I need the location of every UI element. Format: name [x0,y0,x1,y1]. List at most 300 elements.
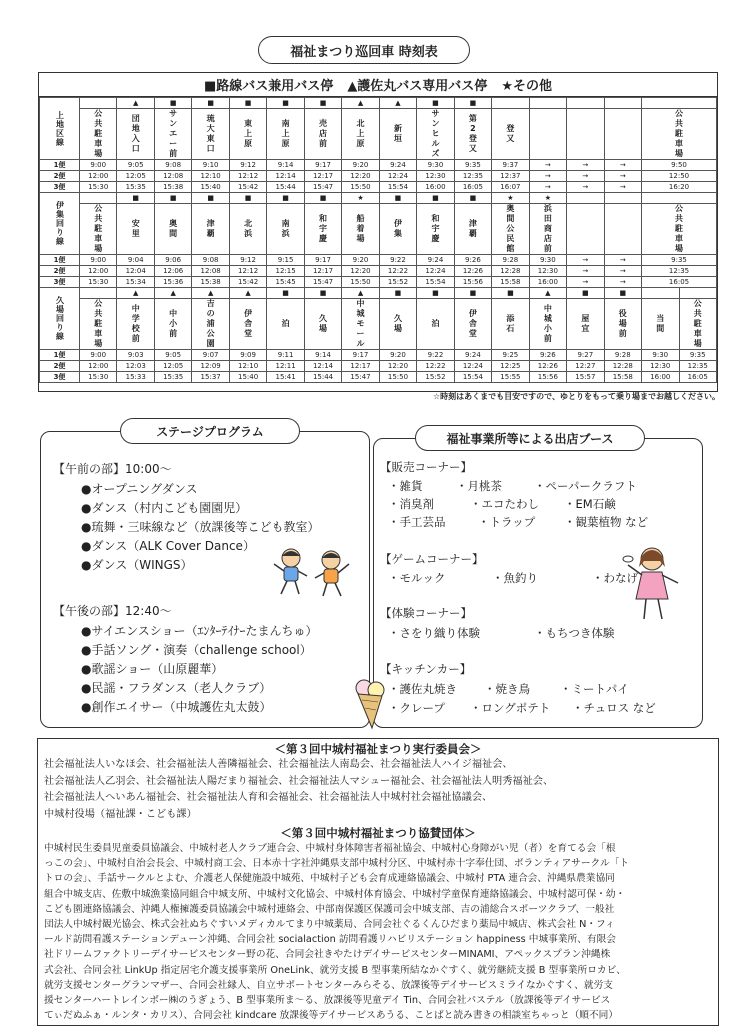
departure-time: 12:17 [304,266,341,277]
departure-time: 15:30 [80,372,117,383]
stop-marker [604,98,641,109]
departure-time: 12:22 [379,266,416,277]
afternoon-item: ●民謡・フラダンス（老人クラブ） [81,681,272,695]
departure-time: 12:10 [229,361,266,372]
experience-item: ・もちつき体験 [534,626,615,640]
sales-item: ・エコたわし [470,497,539,511]
timetable-title: 福祉まつり巡回車 時刻表 [258,36,470,64]
departure-time: 15:42 [229,182,266,193]
run-label: 2便 [40,171,80,182]
departure-time: 16:07 [492,182,529,193]
departure-time: → [567,182,604,193]
departure-time: 9:07 [192,350,229,361]
stop-name: 公 共 駐 車 場 [80,299,117,350]
stage-program-title: ステージプログラム [120,418,300,444]
departure-time: 15:30 [80,277,117,288]
departure-time: 12:03 [117,361,154,372]
departure-time: 15:47 [342,372,379,383]
stop-name: 伊 舎 堂 [454,299,491,350]
sales-item: ・手工芸品 [388,515,446,529]
stop-name: 浜 田 商 店 前 [529,204,566,255]
stop-name: 安 里 [117,204,154,255]
stop-name: 添 石 [492,299,529,350]
stop-marker: ■ [117,193,154,204]
departure-time: 12:37 [492,171,529,182]
stop-name: 第 2 登 又 [454,109,491,160]
departure-time: 9:24 [379,160,416,171]
support-line: 式会社、合同会社 LinkUp 指定居宅介護支援事業所 OneLink、就労支援 B 型事業所結なかぐすく、就労継続支援 B 型事業所ロカビ、 [44,964,626,976]
departure-time: 15:35 [154,372,191,383]
sales-item: ・トラップ [478,515,536,529]
departure-time: 9:08 [192,255,229,266]
stop-name: 和 宇 慶 [304,204,341,255]
departure-time: 16:00 [642,372,679,383]
support-line: 就労支援センターグランマザー、合同会社縁人、自立サポートセンターみらそる、放課後等デイサービスミライなかぐすく、就労支 [44,979,613,991]
departure-time: 15:58 [492,277,529,288]
stop-name: 団 地 入 口 [117,109,154,160]
game-item: ・わなげ [592,571,638,585]
stop-marker [80,98,117,109]
stop-name: 和 宇 慶 [417,204,454,255]
departure-time: → [604,266,641,277]
stop-marker: ■ [417,288,454,299]
exec-line: 社会福祉法人いなほ会、社会福祉法人善隣福祉会、社会福祉法人南島会、社会福祉法人ハイジ福祉会、 [44,759,513,770]
departure-time: 12:24 [454,361,491,372]
stop-name: 津 覇 [454,204,491,255]
departure-time: 9:28 [604,350,641,361]
morning-item: ●ダンス（ALK Cover Dance） [81,539,255,553]
stop-marker: ■ [454,193,491,204]
afternoon-item: ●手話ソング・演奏（challenge school） [81,643,312,657]
committee-section [37,738,719,1026]
departure-time: → [529,171,566,182]
departure-time: 15:44 [304,372,341,383]
departure-time: 9:30 [417,160,454,171]
stop-marker: ■ [154,193,191,204]
stop-marker [567,98,604,109]
afternoon-item: ●創作エイサー（中城護佐丸太鼓） [81,700,272,714]
departure-time: 9:25 [492,350,529,361]
departure-time: 9:00 [80,255,117,266]
kitchen-item: ・焼き鳥 [484,682,530,696]
run-label: 1便 [40,160,80,171]
kitchen-item: ・クレープ [388,701,445,715]
stop-name: 中 城 小 前 [529,299,566,350]
stop-marker: ■ [229,98,266,109]
departure-time: 9:14 [304,350,341,361]
departure-time: 9:50 [642,160,717,171]
stop-name [604,109,641,160]
stop-name: 奥 間 [154,204,191,255]
sales-item: ・ペーパークラフト [534,479,637,493]
legend-route-bus: ■路線バス兼用バス停 [204,79,334,94]
departure-time: 9:04 [117,255,154,266]
departure-time: 12:25 [492,361,529,372]
departure-time: 9:30 [642,350,679,361]
departure-time: 15:47 [304,182,341,193]
departure-time: 12:24 [417,266,454,277]
stop-marker [642,288,679,299]
departure-time: 12:12 [229,266,266,277]
stop-marker [642,193,717,204]
stop-name: 久 場 [304,299,341,350]
departure-time: 15:57 [567,372,604,383]
stop-name: 泊 [417,299,454,350]
departure-time: 12:15 [267,266,304,277]
departure-time: 12:08 [154,171,191,182]
booth-section [373,438,703,728]
departure-time: 9:24 [454,350,491,361]
departure-time: 9:11 [267,350,304,361]
departure-time: 9:35 [679,350,717,361]
departure-time: 15:35 [117,182,154,193]
departure-time: 12:22 [417,361,454,372]
support-line: 社ドリームファクトリーデイサービスセンター野の花、合同会社きやたけデイサービスセンターMINAMI、アペックスプラン沖縄株 [44,949,611,961]
stop-marker: ▲ [117,98,154,109]
departure-time: 12:11 [267,361,304,372]
stage-program [40,431,370,728]
run-label: 2便 [40,266,80,277]
departure-time: 12:30 [417,171,454,182]
stop-name: 久 場 [379,299,416,350]
stop-name: 伊 舎 堂 [229,299,266,350]
departure-time: 15:40 [192,182,229,193]
departure-time: 15:52 [417,372,454,383]
stop-marker: ■ [267,193,304,204]
stop-marker: ■ [379,288,416,299]
departure-time: 9:24 [417,255,454,266]
departure-time: 12:35 [454,171,491,182]
stop-name: 船 着 場 [342,204,379,255]
stop-name: 公 共 駐 車 場 [679,299,717,350]
departure-time: 9:27 [567,350,604,361]
departure-time: → [604,255,641,266]
departure-time: 12:00 [80,171,117,182]
stop-marker: ▲ [342,98,379,109]
stop-marker: ■ [304,193,341,204]
support-header: ＜第３回中城村福祉まつり協賛団体＞ [280,826,476,840]
departure-time: 15:30 [80,182,117,193]
stop-name: 中 小 前 [154,299,191,350]
departure-time: 12:26 [454,266,491,277]
departure-time: → [567,160,604,171]
morning-item: ●ダンス（村内こども園園児） [81,501,248,515]
stop-name: 中 城 モ ー ル [342,299,379,350]
departure-time: 16:05 [679,372,717,383]
stop-marker: ■ [417,193,454,204]
stop-name: 屋 宜 [567,299,604,350]
run-label: 3便 [40,277,80,288]
departure-time: 9:00 [80,160,117,171]
departure-time: 15:40 [229,372,266,383]
departure-time: 15:34 [117,277,154,288]
departure-time: 16:20 [642,182,717,193]
stop-name [529,109,566,160]
timetable-legend [39,73,717,97]
exec-committee-list [44,757,714,823]
departure-time: 9:12 [229,160,266,171]
sales-item: ・EM石鹸 [564,497,616,511]
departure-time: 15:33 [117,372,154,383]
timetable-note: ☆時刻はあくまでも目安ですので、ゆとりをもって乗り場までお越しください。 [432,392,720,401]
departure-time: → [567,255,604,266]
stop-name: 公 共 駐 車 場 [642,109,717,160]
departure-time: 12:26 [529,361,566,372]
morning-header: 【午前の部】10:00～ [53,462,172,476]
departure-time: 12:09 [192,361,229,372]
support-line: ールド訪問看護ステーションデューン沖縄、合同会社 socialaction 訪問看護リハビリステーション happiness 中城事業所、有限会 [44,934,616,946]
departure-time: 12:06 [154,266,191,277]
departure-time: 9:14 [267,160,304,171]
stop-name: 泊 [267,299,304,350]
departure-time: 15:45 [267,277,304,288]
girl-ring-toss-illustration [622,539,692,629]
stop-marker: ■ [267,288,304,299]
departure-time: → [604,277,641,288]
departure-time: 12:12 [229,171,266,182]
morning-item: ●琉舞・三味線など（放課後等こども教室） [81,520,320,534]
dancing-children-illustration [269,544,359,604]
stop-marker: ▲ [379,98,416,109]
stop-name: 東 上 原 [229,109,266,160]
departure-time: 9:20 [342,255,379,266]
run-label: 3便 [40,372,80,383]
departure-time: → [604,171,641,182]
stop-name: 中 学 校 前 [117,299,154,350]
stop-name: サ ン エ ー 前 [154,109,191,160]
sales-item: ・雑貨 [388,479,423,493]
departure-time: 12:35 [679,361,717,372]
departure-time: 9:26 [454,255,491,266]
departure-time: 15:50 [342,277,379,288]
stop-name: 公 共 駐 車 場 [80,109,117,160]
support-line: てぃだぬふぁ・ルンタ・カリス）、合同会社 kindcare 放課後等デイサービスあうる、ことばと読み書きの相談室ちゃっと（順不同） [44,1010,619,1022]
kitchen-header: 【キッチンカー】 [380,662,472,676]
game-item: ・魚釣り [492,571,538,585]
stop-marker: ▲ [154,288,191,299]
departure-time: 15:56 [454,277,491,288]
stop-marker: ■ [267,98,304,109]
stop-marker: ■ [229,193,266,204]
kitchen-item: ・ミートパイ [560,682,629,696]
departure-time: 12:24 [379,171,416,182]
departure-time: 15:42 [229,277,266,288]
stop-marker: ■ [154,98,191,109]
timetable [38,72,718,392]
departure-time: 9:17 [304,160,341,171]
departure-time: 9:10 [192,160,229,171]
departure-time: 12:20 [379,361,416,372]
support-line: 中城村民生委員児童委員協議会、中城村老人クラブ連合会、中城村身体障害者福祉協会、中城村心身障がい児（者）を育てる会「根 [44,843,616,854]
departure-time: 12:05 [154,361,191,372]
stop-marker: ★ [492,193,529,204]
afternoon-item: ●歌謡ショー（山原麗華） [81,662,224,676]
run-label: 1便 [40,255,80,266]
stop-marker: ★ [342,193,379,204]
departure-time: 12:00 [80,266,117,277]
departure-time: 9:15 [267,255,304,266]
support-line: 組合中城支店、佐敷中城漁業協同組合中城支所、中城村文化協会、中城村体育協会、中城村学童保育連絡協議会、中城村認可保・幼・ [44,888,626,900]
kitchen-item: ・ロングポテト [470,701,551,715]
departure-time: → [567,277,604,288]
stop-marker [492,98,529,109]
stop-marker: ■ [192,193,229,204]
ice-cream-illustration [350,676,390,732]
stop-name: 公 共 駐 車 場 [642,204,717,255]
timetable-grid [39,97,717,383]
stop-name [567,204,604,255]
morning-item: ●オープニングダンス [81,482,198,496]
stop-name: 伊 集 [379,204,416,255]
legend-other: ★その他 [501,79,552,94]
departure-time: 9:20 [342,160,379,171]
stop-name: 売 店 前 [304,109,341,160]
departure-time: → [529,182,566,193]
legend-gosamaru-bus: ▲護佐丸バス専用バス停 [347,79,488,94]
morning-item: ●ダンス（WINGS） [81,558,193,572]
departure-time: 9:05 [154,350,191,361]
stop-marker [604,193,641,204]
departure-time: 9:35 [642,255,717,266]
stop-marker: ■ [492,288,529,299]
route-name: 上地区線 [40,98,80,160]
departure-time: 9:00 [80,350,117,361]
support-line: っこの会」、中城村自治会長会、中城村商工会、日本赤十字社沖縄県支部中城村分区、中城村赤十字奉仕団、ボランティアサークル「ト [44,858,630,870]
game-item: ・モルック [388,571,446,585]
departure-time: 9:35 [454,160,491,171]
departure-time: 9:06 [154,255,191,266]
departure-time: 12:14 [267,171,304,182]
departure-time: → [529,160,566,171]
departure-time: 9:17 [342,350,379,361]
stop-name: 公 共 駐 車 場 [80,204,117,255]
departure-time: 9:22 [417,350,454,361]
departure-time: 9:09 [229,350,266,361]
departure-time: 12:50 [642,171,717,182]
kitchen-item: ・護佐丸焼き [388,682,457,696]
departure-time: 12:10 [192,171,229,182]
stop-marker: ■ [604,288,641,299]
stop-marker [529,98,566,109]
stop-name: 新 垣 [379,109,416,160]
stop-name: 琉 大 東 口 [192,109,229,160]
stop-marker: ■ [454,98,491,109]
stop-name: サ ン ヒ ル ズ [417,109,454,160]
departure-time: → [567,171,604,182]
support-line: トロの会」、手話サークルとよむ、介護老人保健施設中城苑、中城村子ども会育成連絡協議会、中城村 PTA 連合会、沖縄県農業協同 [44,873,615,885]
departure-time: 9:26 [529,350,566,361]
departure-time: 12:17 [342,361,379,372]
stop-marker: ■ [304,98,341,109]
departure-time: 16:05 [454,182,491,193]
stop-name [567,109,604,160]
stop-name: 役 場 前 [604,299,641,350]
departure-time: 12:20 [342,266,379,277]
departure-time: 12:20 [342,171,379,182]
departure-time: 12:00 [80,361,117,372]
sales-item: ・消臭剤 [388,497,434,511]
departure-time: 15:37 [192,372,229,383]
departure-time: 15:54 [379,182,416,193]
departure-time: 15:41 [267,372,304,383]
experience-header: 【体験コーナー】 [380,606,472,620]
stop-name: 登 又 [492,109,529,160]
stop-marker: ■ [454,288,491,299]
departure-time: 12:35 [642,266,717,277]
stop-marker: ▲ [192,288,229,299]
departure-time: 16:00 [417,182,454,193]
stop-name: 南 浜 [267,204,304,255]
departure-time: → [567,266,604,277]
route-name: 久場回り線 [40,288,80,350]
stop-marker [567,193,604,204]
sales-item: ・月桃茶 [456,479,502,493]
sales-header: 【販売コーナー】 [380,460,472,474]
stop-marker: ■ [379,193,416,204]
departure-time: 12:08 [192,266,229,277]
exec-line: 社会福祉法人乙羽会、社会福祉法人陽だまり福祉会、社会福祉法人マシュー福祉会、社会福祉法人明秀福祉会、 [44,775,554,787]
departure-time: 15:44 [267,182,304,193]
departure-time: 9:30 [529,255,566,266]
departure-time: 9:20 [379,350,416,361]
departure-time: 15:50 [379,372,416,383]
departure-time: 15:56 [529,372,566,383]
stop-marker: ■ [192,98,229,109]
afternoon-item: ●サイエンスショー（ｴﾝﾀｰﾃｲﾅｰたまんちゅ） [81,624,318,638]
departure-time: 16:00 [529,277,566,288]
stop-marker: ■ [304,288,341,299]
departure-time: 15:38 [154,182,191,193]
stop-marker: ▲ [117,288,154,299]
stop-name: 津 覇 [192,204,229,255]
stop-name: 北 上 原 [342,109,379,160]
stop-name: 北 浜 [229,204,266,255]
support-line: 団法人中城村観光協会、株式会社ぬちぐすいメディカルてまり中城薬局、合同会社ぐるくんひだまり薬局中城店、株式会社 N・フィ [44,919,615,931]
run-label: 1便 [40,350,80,361]
departure-time: 9:17 [304,255,341,266]
departure-time: 12:30 [529,266,566,277]
departure-time: 9:37 [492,160,529,171]
experience-item: ・さをり織り体験 [388,626,480,640]
kitchen-item: ・チュロス など [572,701,656,715]
stop-marker [80,193,117,204]
departure-time: 15:36 [154,277,191,288]
afternoon-header: 【午後の部】12:40～ [53,604,172,618]
stop-name [604,204,641,255]
stop-marker: ▲ [342,288,379,299]
departure-time: 9:05 [117,160,154,171]
stop-name: 当 間 [642,299,679,350]
departure-time: → [604,160,641,171]
stop-marker: ▲ [229,288,266,299]
route-name: 伊集回り線 [40,193,80,255]
stop-marker [80,288,117,299]
stop-marker: ■ [417,98,454,109]
exec-committee-header: ＜第３回中城村福祉まつり実行委員会＞ [274,742,482,756]
game-header: 【ゲームコーナー】 [380,552,484,566]
sales-item: ・観葉植物 など [564,515,649,529]
departure-time: 9:08 [154,160,191,171]
stop-name: 吉 の 浦 公 園 [192,299,229,350]
departure-time: 12:05 [117,171,154,182]
stop-marker: ■ [567,288,604,299]
departure-time: 9:12 [229,255,266,266]
departure-time: 15:47 [304,277,341,288]
departure-time: 15:38 [192,277,229,288]
departure-time: → [604,182,641,193]
departure-time: 12:28 [604,361,641,372]
departure-time: 15:58 [604,372,641,383]
